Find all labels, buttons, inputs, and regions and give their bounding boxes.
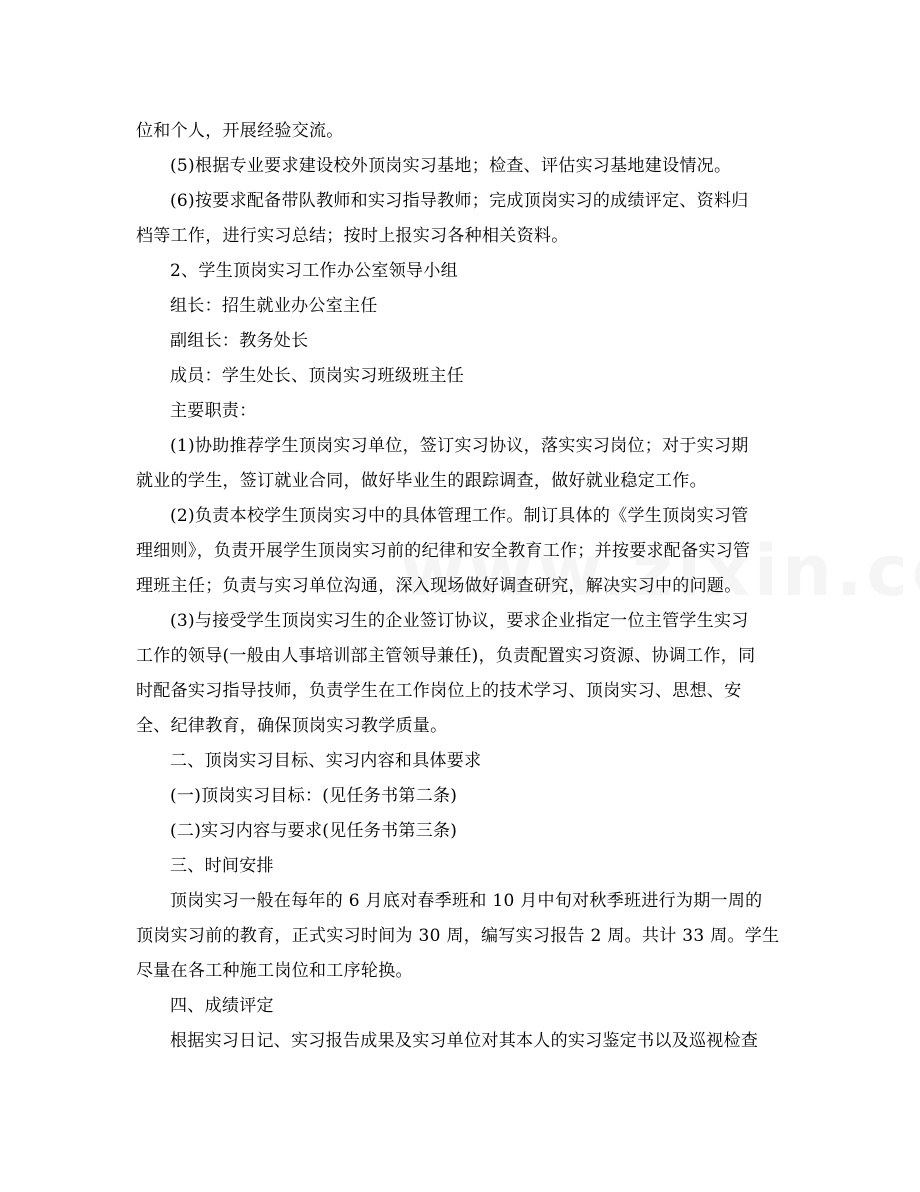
text-line: 理细则》，负责开展学生顶岗实习前的纪律和安全教育工作；并按要求配备实习管 [136,541,751,561]
text-line: 档等工作，进行实习总结；按时上报实习各种相关资料。 [136,226,569,246]
text-line: (1)协助推荐学生顶岗实习单位，签订实习协议，落实实习岗位；对于实习期 [170,436,749,456]
text-line: 顶岗实习前的教育，正式实习时间为 30 周，编写实习报告 2 周。共计 33 周。学生 [136,926,780,946]
text-line: (二)实习内容与要求(见任务书第三条) [170,821,458,841]
text-line: 顶岗实习一般在每年的 6 月底对春季班和 10 月中旬对秋季班进行为期一周的 [170,891,763,911]
text-line: 副组长：教务处长 [170,331,309,351]
text-line: (一)顶岗实习目标：(见任务书第二条) [170,786,458,806]
text-line: 主要职责： [170,401,257,421]
text-line: 2、学生顶岗实习工作办公室领导小组 [170,261,458,281]
text-line: 成员：学生处长、顶岗实习班级班主任 [170,366,465,386]
text-line: 二、顶岗实习目标、实习内容和具体要求 [170,751,482,771]
text-line: (5)根据专业要求建设校外顶岗实习基地；检查、评估实习基地建设情况。 [170,156,732,176]
text-line: (2)负责本校学生顶岗实习中的具体管理工作。制订具体的《学生顶岗实习管 [170,506,749,526]
text-line: 全、纪律教育，确保顶岗实习教学质量。 [136,716,448,736]
text-line: 尽量在各工种施工岗位和工序轮换。 [136,961,413,981]
text-line: 就业的学生，签订就业合同，做好毕业生的跟踪调查，做好就业稳定工作。 [136,471,707,491]
text-line: (3)与接受学生顶岗实习生的企业签订协议，要求企业指定一位主管学生实习 [170,611,749,631]
text-line: 四、成绩评定 [170,996,274,1016]
text-line: 理班主任；负责与实习单位沟通，深入现场做好调查研究，解决实习中的问题。 [136,576,742,596]
text-line: (6)按要求配备带队教师和实习指导教师；完成顶岗实习的成绩评定、资料归 [170,191,749,211]
text-line: 时配备实习指导技师，负责学生在工作岗位上的技术学习、顶岗实习、思想、安 [136,681,742,701]
text-line: 组长：招生就业办公室主任 [170,296,378,316]
text-line: 工作的领导(一般由人事培训部主管领导兼任)，负责配置实习资源、协调工作，同 [136,646,756,666]
text-line: 位和个人，开展经验交流。 [136,121,344,141]
document-body [136,114,796,1059]
text-line: 三、时间安排 [170,856,274,876]
text-line: 根据实习日记、实习报告成果及实习单位对其本人的实习鉴定书以及巡视检查 [170,1031,759,1051]
